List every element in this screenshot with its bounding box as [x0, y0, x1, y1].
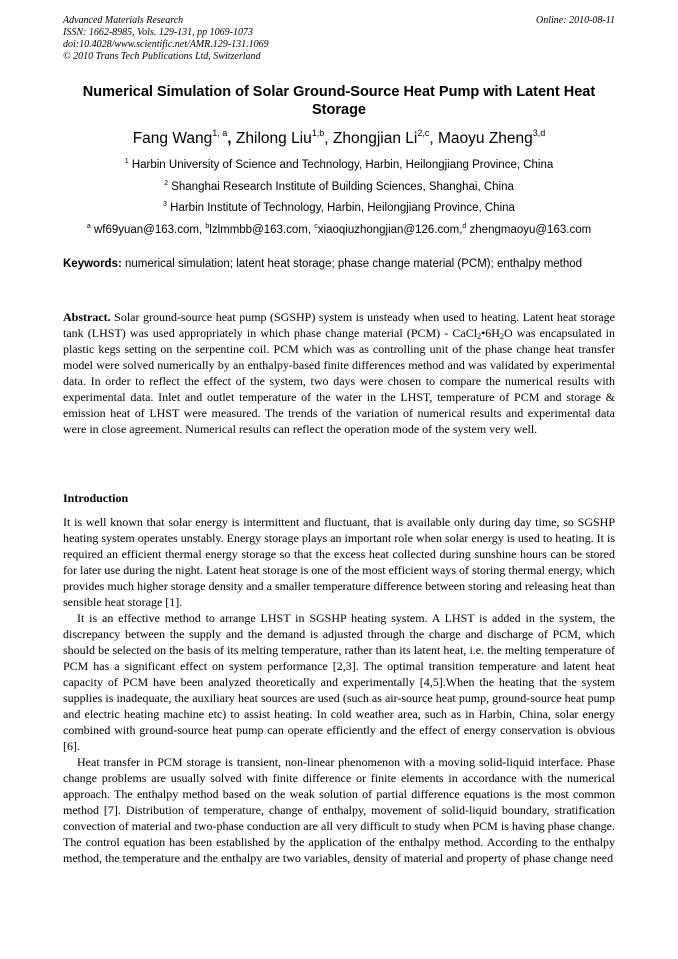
author-affiliation-mark: 1,b [311, 128, 325, 138]
subscript: 2 [477, 332, 482, 341]
subscript: 2 [499, 332, 504, 341]
affiliation-number: 2 [164, 180, 169, 187]
affiliation-text: Harbin Institute of Technology, Harbin, Heilongjiang Province, China [170, 202, 515, 214]
email-link[interactable]: lzlmmbb@163.com, [209, 224, 312, 236]
author-name: Zhilong Liu [235, 130, 312, 147]
affiliation-number: 1 [124, 158, 129, 165]
keywords-block [63, 257, 615, 272]
copyright-line: © 2010 Trans Tech Publications Ltd, Switzerland [63, 51, 261, 62]
email-mark: d [462, 223, 467, 230]
section-heading: Introduction [63, 491, 129, 505]
paragraph: It is an effective method to arrange LHST in SGSHP heating system. A LHST is added in the system, the discrepancy between the supply and the demand is adjusted through the charge and discharge of PCM, which should be selected on the basis of its melting temperature, rather than its latent heat, i.e. the melting temperature of PCM has a significant effect on system performance [2,3]. The optimal transition temperature and latent heat capacity of PCM have been analyzed theoretically and experimentally [4,5].When the heating that the system supplies is inadequate, the auxiliary heat sources are used (such as air-source heat pump, ground-source heat pump and electric heating machine etc) to assist heating. In cold weather area, such as in Harbin, China, solar energy combined with ground-source heat pump can operate efficiently and the effect of energy conservation is obvious [6]. [63, 611, 615, 753]
journal-header [63, 15, 269, 63]
keywords-text: numerical simulation; latent heat storage; phase change material (PCM); enthalpy method [125, 258, 583, 270]
email-link[interactable]: wf69yuan@163.com, [93, 224, 203, 236]
email-link[interactable]: zhengmaoyu@163.com [469, 224, 592, 236]
email-link[interactable]: xiaoqiuzhongjian@126.com, [317, 224, 463, 236]
affiliation-number: 3 [163, 201, 167, 208]
author-affiliation-mark: 2,c [417, 128, 430, 138]
affiliation-2 [63, 180, 615, 194]
affiliation-1 [63, 158, 615, 172]
author-affiliation-mark: 3,d [532, 128, 546, 138]
affiliation-3 [63, 201, 615, 215]
paragraph: Heat transfer in PCM storage is transient, non-linear phenomenon with a moving solid-liquid interface. Phase change problems are usually solved with finite difference or finite elements in accordance with the numerical approach. The enthalpy method based on the weak solution of partial difference equations is the most common method [7]. Distribution of temperature, change of enthalpy, movement of solid-liquid boundary, stratification convection of material and two-phase conduction are all very difficult to study when PCM is having phase change. The control equation has been established by the application of the enthalpy method. According to the enthalpy method, the temperature and the enthalpy are two variables, density of material and property of phase change need [63, 755, 615, 865]
author-affiliation-mark: 1, a [212, 128, 228, 138]
email-mark: a [86, 223, 91, 230]
email-mark: c [314, 223, 318, 230]
paper-title: Numerical Simulation of Solar Ground-Source Heat Pump with Latent Heat Storage [82, 84, 596, 118]
doi-line: doi:10.4028/www.scientific.net/AMR.129-131.1069 [63, 39, 269, 50]
author-name: Fang Wang [132, 130, 213, 147]
abstract-text: O was encapsulated in plastic kegs setting on the serpentine coil. PCM which was as controlling unit of the phase change heat transfer model were solved numerically by an enthalpy-based finite differences method and was validated by experimental data. In order to reflect the effect of the system, two days were chosen to compare the numerical results with experimental data. Inlet and outlet temperature of the water in the LHST, temperature of PCM and storage & emission heat of LHST were measured. The trends of the variation of numerical results and experimental data were in close agreement. Numerical results can reflect the operation mode of the system very well. [63, 326, 615, 436]
email-list [63, 223, 615, 237]
affiliation-text: Harbin University of Science and Technology, Harbin, Heilongjiang Province, China [131, 159, 554, 171]
online-date: Online: 2010-08-11 [536, 15, 615, 26]
keywords-label: Keywords: [63, 258, 122, 270]
abstract-label: Abstract. [63, 310, 111, 324]
paragraph: It is well known that solar energy is intermittent and fluctuant, that is available only during day time, so SGSHP heating system operates unstably. Energy storage plays an important role when solar energy is used to heating. It is required an efficient thermal energy storage so that the excess heat collected during sunshine hours can be stored for later use during the night. Latent heat storage is one of the most efficient ways of storing thermal energy, which provides much higher storage density and a smaller temperature difference between storing and releasing heat than sensible heat storage [1]. [63, 515, 615, 609]
journal-name: Advanced Materials Research [63, 15, 184, 26]
abstract-text: •6H [481, 326, 500, 340]
email-mark: b [205, 223, 210, 230]
abstract-block [63, 309, 615, 437]
affiliation-text: Shanghai Research Institute of Building Sciences, Shanghai, China [171, 181, 514, 193]
author-name: Zhongjian Li [332, 130, 418, 147]
introduction-body [63, 514, 615, 866]
abstract-text: Solar ground-source heat pump (SGSHP) system is unsteady when used to heating. Latent heat storage tank (LHST) was used appropriately in which phase change material (PCM) - CaCl [63, 310, 616, 340]
author-name: Maoyu Zheng [437, 130, 533, 147]
issn-line: ISSN: 1662-8985, Vols. 129-131, pp 1069-1073 [63, 27, 253, 38]
author-list: Fang Wang$^{1, a}$, Zhilong Liu$^{1,b}$, Zhongjian Li$^{2,c}$, Maoyu Zheng$^{3,d}$ [132, 128, 546, 147]
